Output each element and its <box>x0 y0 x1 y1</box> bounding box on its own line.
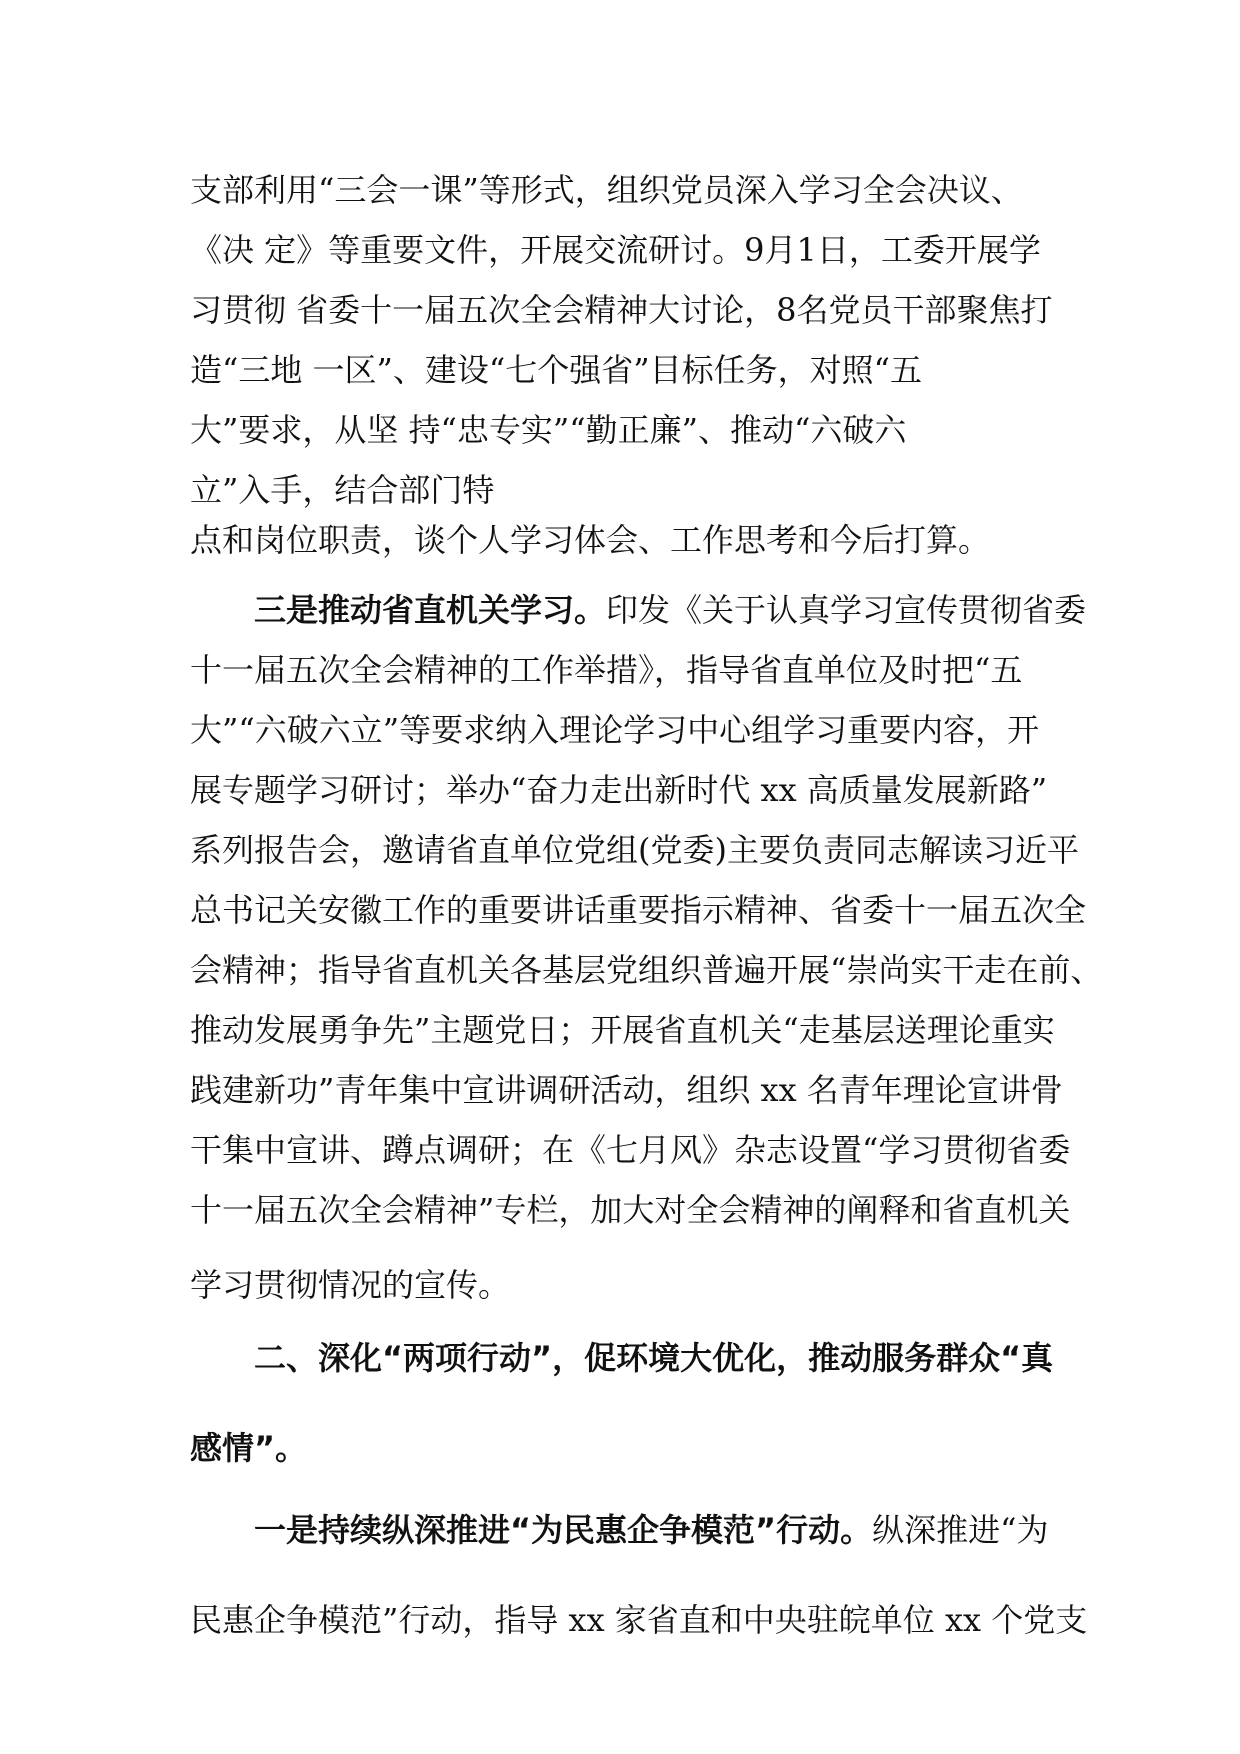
paragraph-heading: 三是推动省直机关学习。 <box>254 591 607 629</box>
paragraph-continuation <box>190 160 1070 520</box>
paragraph-tail <box>190 510 1070 570</box>
text-line: 民惠企争模范”行动，指导 xx 家省直和中央驻皖单位 xx 个党支 <box>190 1601 1088 1639</box>
paragraph-four <box>190 1500 1070 1560</box>
text-line: 干集中宣讲、蹲点调研；在《七月风》杂志设置“学习贯彻省委 <box>190 1131 1071 1169</box>
text-line: 系列报告会，邀请省直单位党组(党委)主要负责同志解读习近平 <box>190 831 1079 869</box>
text-line: 展专题学习研讨；举办“奋力走出新时代 xx 高质量发展新路” <box>190 771 1048 809</box>
text-line: 大”要求，从坚 持“忠专实”“勤正廉”、推动“六破六 <box>190 411 907 449</box>
text-line: 造“三地 一区”、建设“七个强省”目标任务，对照“五 <box>190 351 922 389</box>
paragraph-text: 印发《关于认真学习宣传贯彻省委 <box>606 591 1087 629</box>
text-line: 会精神；指导省直机关各基层党组织普遍开展“崇尚实干走在前、 <box>190 951 1103 989</box>
text-line: 支部利用“三会一课”等形式，组织党员深入学习全会决议、 <box>190 171 1023 209</box>
text-line: 学习贯彻情况的宣传。 <box>190 1266 511 1304</box>
paragraph-three-last <box>190 1255 1070 1315</box>
text-line: 《决 定》等重要文件，开展交流研讨。9月1日，工委开展学 <box>190 231 1041 269</box>
text-line: 大”“六破六立”等要求纳入理论学习中心组学习重要内容，开 <box>190 711 1040 749</box>
text-line: 习贯彻 省委十一届五次全会精神大讨论，8名党员干部聚焦打 <box>190 291 1053 329</box>
paragraph-heading: 一是持续纵深推进“为民惠企争模范”行动。 <box>254 1511 873 1549</box>
paragraph-text: 纵深推进“为 <box>872 1511 1049 1549</box>
text-line-first <box>190 1500 1070 1560</box>
text-line: 点和岗位职责，谈个人学习体会、工作思考和今后打算。 <box>190 521 991 559</box>
text-line: 十一届五次全会精神的工作举措》，指导省直单位及时把“五 <box>190 651 1023 689</box>
section-heading-line: 二、深化“两项行动”，促环境大优化，推动服务群众“真 <box>254 1339 1054 1377</box>
section-heading <box>190 1328 1070 1388</box>
paragraph-three <box>190 580 1103 1240</box>
text-line: 践建新功”青年集中宣讲调研活动，组织 xx 名青年理论宣讲骨 <box>190 1071 1063 1109</box>
paragraph-four-line2 <box>190 1590 1088 1650</box>
text-line: 推动发展勇争先”主题党日；开展省直机关“走基层送理论重实 <box>190 1011 1055 1049</box>
section-heading-line: 感情”。 <box>190 1429 308 1467</box>
text-line-first <box>190 580 1087 640</box>
text-line: 总书记关安徽工作的重要讲话重要指示精神、省委十一届五次全 <box>190 891 1087 929</box>
section-heading-cont <box>190 1418 1070 1478</box>
text-line: 立”入手，结合部门特 <box>190 471 495 509</box>
text-line: 十一届五次全会精神”专栏，加大对全会精神的阐释和省直机关 <box>190 1191 1071 1229</box>
